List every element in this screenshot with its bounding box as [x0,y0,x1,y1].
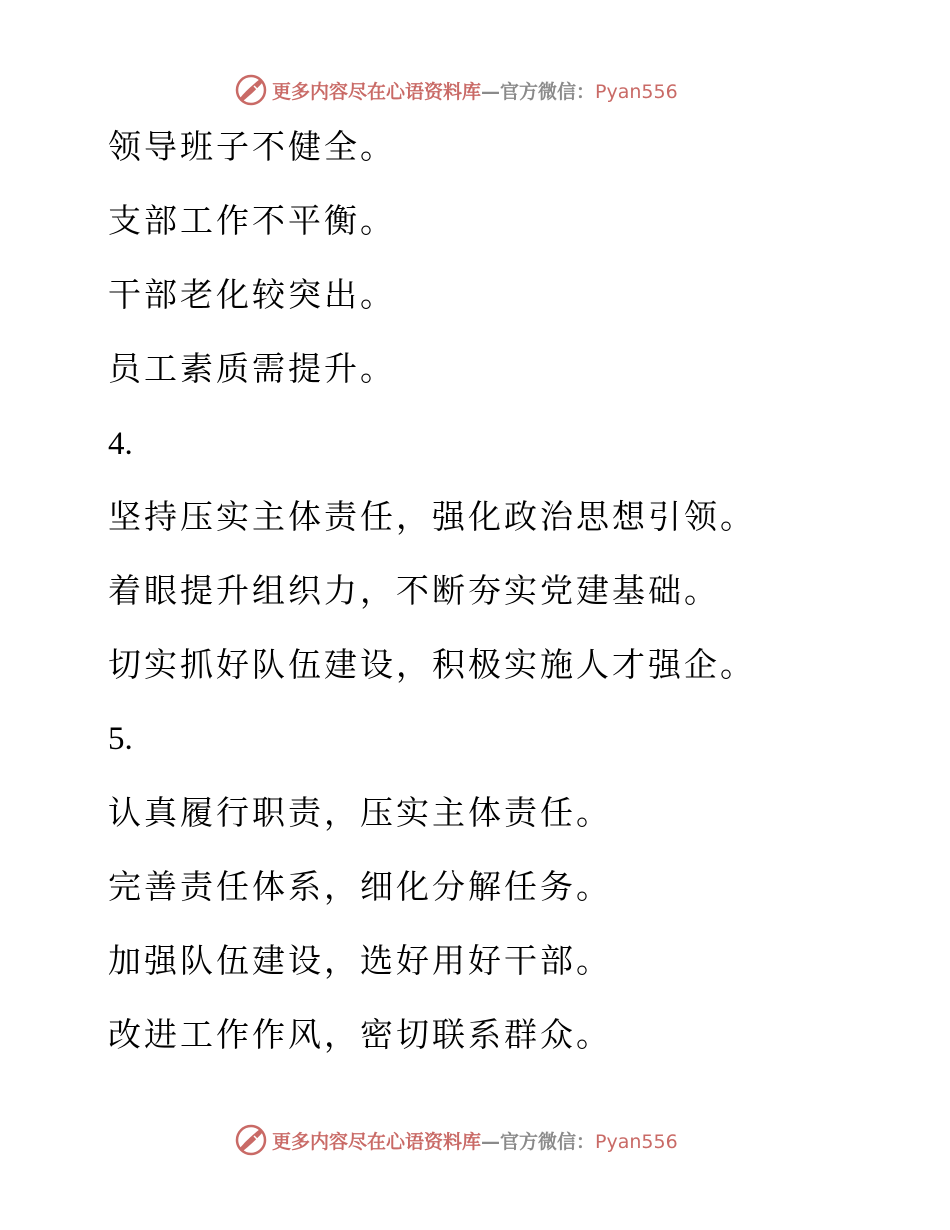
body-line: 员工素质需提升。 [108,349,396,388]
banner-official-label: 官方微信： [500,1130,596,1153]
section-number: 5. [108,721,133,757]
section-number: 4. [108,426,133,462]
body-line: 完善责任体系，细化分解任务。 [108,867,612,906]
banner-wechat-id: Pyan556 [595,1130,678,1153]
body-line: 认真履行职责，压实主体责任。 [108,793,612,832]
pen-nib-circle-icon [234,1123,268,1157]
body-line: 坚持压实主体责任，强化政治思想引领。 [108,497,756,536]
banner-dash: — [481,80,501,103]
banner-main-text: 更多内容尽在心语资料库 [272,80,482,103]
body-line: 切实抓好队伍建设，积极实施人才强企。 [108,645,756,684]
banner-official-label: 官方微信： [500,80,596,103]
banner-text [272,1127,678,1154]
banner-dash: — [481,1130,501,1153]
banner-text [272,77,678,104]
banner-wechat-id: Pyan556 [595,80,678,103]
pen-nib-circle-icon [234,73,268,107]
footer-banner [234,1123,678,1157]
body-line: 领导班子不健全。 [108,127,396,166]
body-line: 干部老化较突出。 [108,275,396,314]
body-line: 改进工作作风，密切联系群众。 [108,1015,612,1054]
body-line: 支部工作不平衡。 [108,201,396,240]
banner-main-text: 更多内容尽在心语资料库 [272,1130,482,1153]
body-line: 加强队伍建设，选好用好干部。 [108,941,612,980]
header-banner [234,73,678,107]
body-line: 着眼提升组织力，不断夯实党建基础。 [108,571,720,610]
